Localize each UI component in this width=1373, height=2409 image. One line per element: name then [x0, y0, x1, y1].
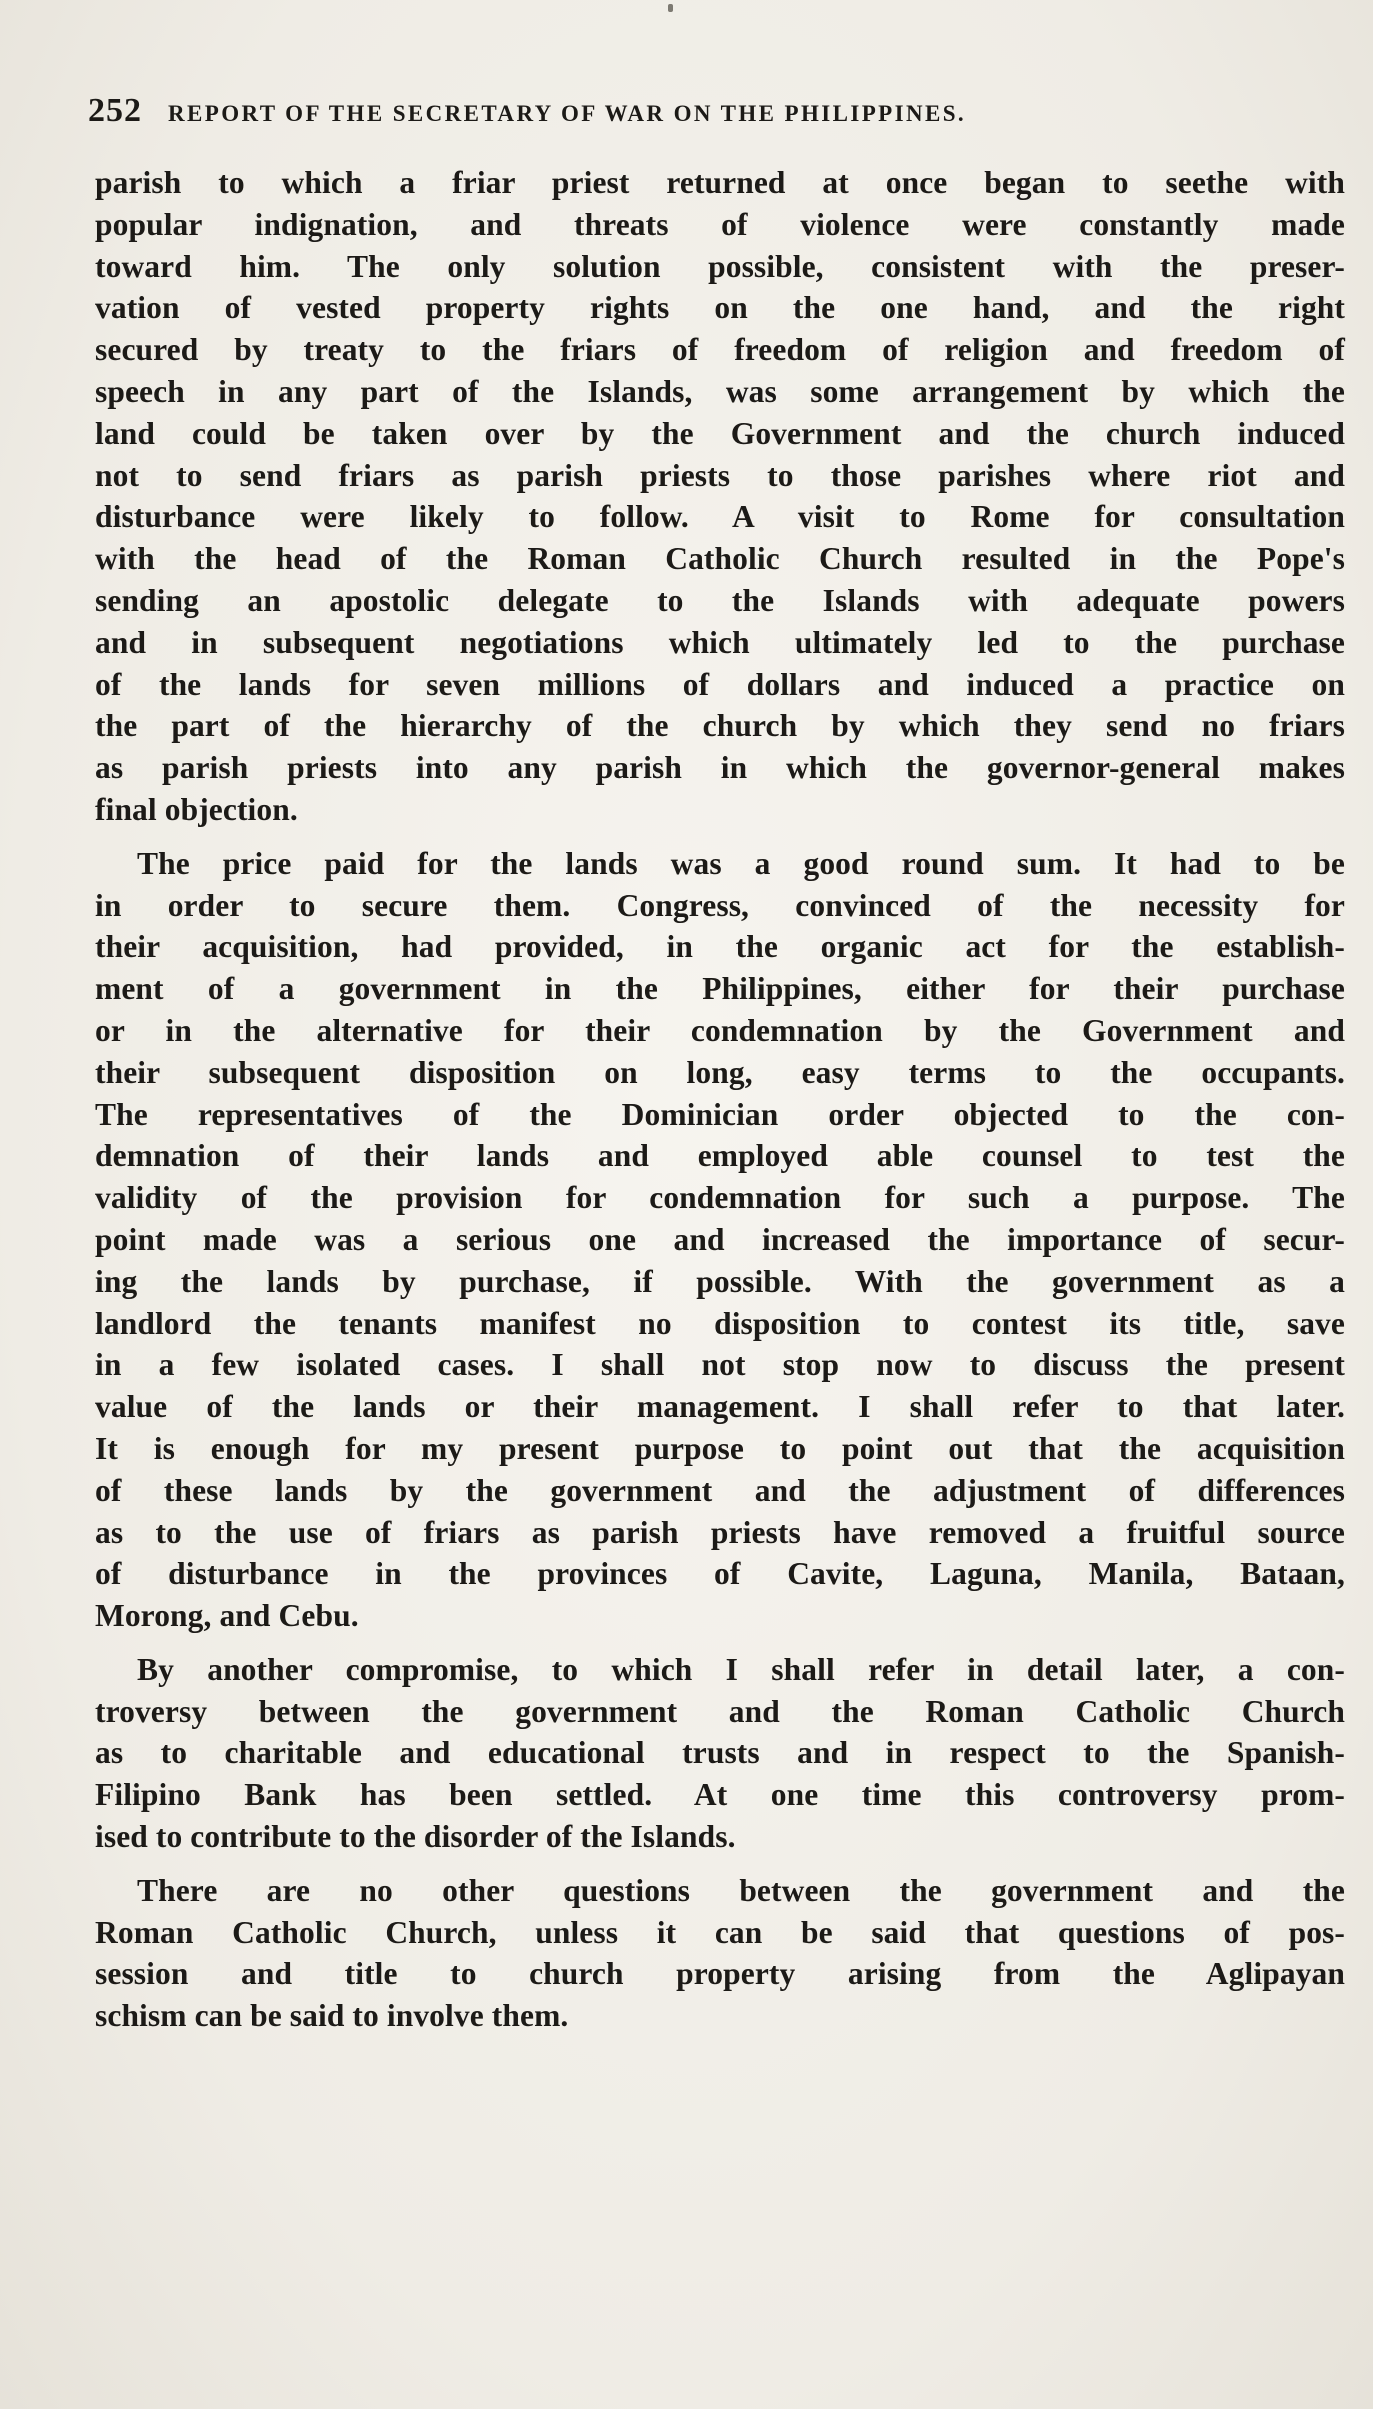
text-line: ment of a government in the Philippines, either for their purchase: [95, 971, 1345, 1007]
text-line: of disturbance in the provinces of Cavite, Laguna, Manila, Bataan,: [95, 1556, 1345, 1592]
text-line: secured by treaty to the friars of freedom of religion and freedom of: [95, 332, 1345, 368]
text-line: point made was a serious one and increased the importance of secur-: [95, 1221, 1345, 1257]
text-line: parish to which a friar priest returned at once began to seethe with: [95, 165, 1345, 200]
text-line: Filipino Bank has been settled. At one time this controversy prom-: [95, 1777, 1345, 1813]
text-line: schism can be said to involve them.: [95, 1998, 569, 2034]
text-line: as to charitable and educational trusts and in respect to the Spanish-: [95, 1735, 1345, 1771]
text-line: in order to secure them. Congress, convinced of the necessity for: [95, 887, 1345, 923]
text-line: as to the use of friars as parish priests have removed a fruitful source: [95, 1514, 1345, 1550]
text-line: ing the lands by purchase, if possible. With the government as a: [95, 1263, 1345, 1299]
text-line: land could be taken over by the Government and the church induced: [95, 415, 1345, 451]
running-head: REPORT OF THE SECRETARY OF WAR ON THE PHILIPPINES.: [168, 101, 967, 126]
text-line: in a few isolated cases. I shall not stop now to discuss the present: [95, 1347, 1345, 1383]
text-line: disturbance were likely to follow. A visit to Rome for consultation: [95, 499, 1345, 535]
text-line: toward him. The only solution possible, consistent with the preser-: [95, 248, 1345, 284]
text-line: vation of vested property rights on the one hand, and the right: [95, 290, 1345, 326]
text-line: of these lands by the government and the adjustment of differences: [95, 1472, 1345, 1508]
text-line: and in subsequent negotiations which ultimately led to the purchase: [95, 624, 1345, 660]
paragraph-2: [95, 843, 1345, 1637]
text-line: By another compromise, to which I shall refer in detail later, a con-: [137, 1651, 1345, 1687]
text-line: There are no other questions between the government and the: [137, 1872, 1345, 1908]
paragraph-3: [95, 1649, 1345, 1858]
paragraph-1: [95, 162, 1345, 831]
paragraph-4: [95, 1870, 1345, 2037]
text-line: of the lands for seven millions of dollars and induced a practice on: [95, 666, 1345, 702]
text-line: value of the lands or their management. I shall refer to that later.: [95, 1389, 1345, 1425]
text-line: final objection.: [95, 791, 298, 827]
text-line: session and title to church property arising from the Aglipayan: [95, 1956, 1345, 1992]
text-line: sending an apostolic delegate to the Islands with adequate powers: [95, 582, 1345, 618]
text-line: or in the alternative for their condemnation by the Government and: [95, 1012, 1345, 1048]
text-line: popular indignation, and threats of violence were constantly made: [95, 206, 1345, 242]
text-line: speech in any part of the Islands, was some arrangement by which the: [95, 373, 1345, 409]
print-speck: [668, 4, 673, 12]
text-line: their acquisition, had provided, in the organic act for the establish-: [95, 929, 1345, 965]
page-header: [88, 92, 1288, 142]
text-line: Roman Catholic Church, unless it can be said that questions of pos-: [95, 1914, 1345, 1950]
text-line: Morong, and Cebu.: [95, 1598, 359, 1634]
text-line: It is enough for my present purpose to point out that the acquisition: [95, 1430, 1345, 1466]
text-line: The price paid for the lands was a good round sum. It had to be: [137, 845, 1345, 881]
page-number: 252: [88, 92, 142, 129]
text-line: the part of the hierarchy of the church by which they send no friars: [95, 708, 1345, 744]
text-line: with the head of the Roman Catholic Church resulted in the Pope's: [95, 541, 1345, 577]
text-line: as parish priests into any parish in which the governor-general makes: [95, 750, 1345, 786]
text-line: landlord the tenants manifest no disposition to contest its title, save: [95, 1305, 1345, 1341]
text-line: their subsequent disposition on long, easy terms to the occupants.: [95, 1054, 1345, 1090]
body-text: [95, 162, 1345, 2049]
text-line: validity of the provision for condemnation for such a purpose. The: [95, 1180, 1345, 1216]
text-line: ised to contribute to the disorder of the Islands.: [95, 1819, 736, 1855]
text-line: demnation of their lands and employed able counsel to test the: [95, 1138, 1345, 1174]
text-line: troversy between the government and the Roman Catholic Church: [95, 1693, 1345, 1729]
text-line: The representatives of the Dominician order objected to the con-: [95, 1096, 1345, 1132]
text-line: not to send friars as parish priests to those parishes where riot and: [95, 457, 1345, 493]
